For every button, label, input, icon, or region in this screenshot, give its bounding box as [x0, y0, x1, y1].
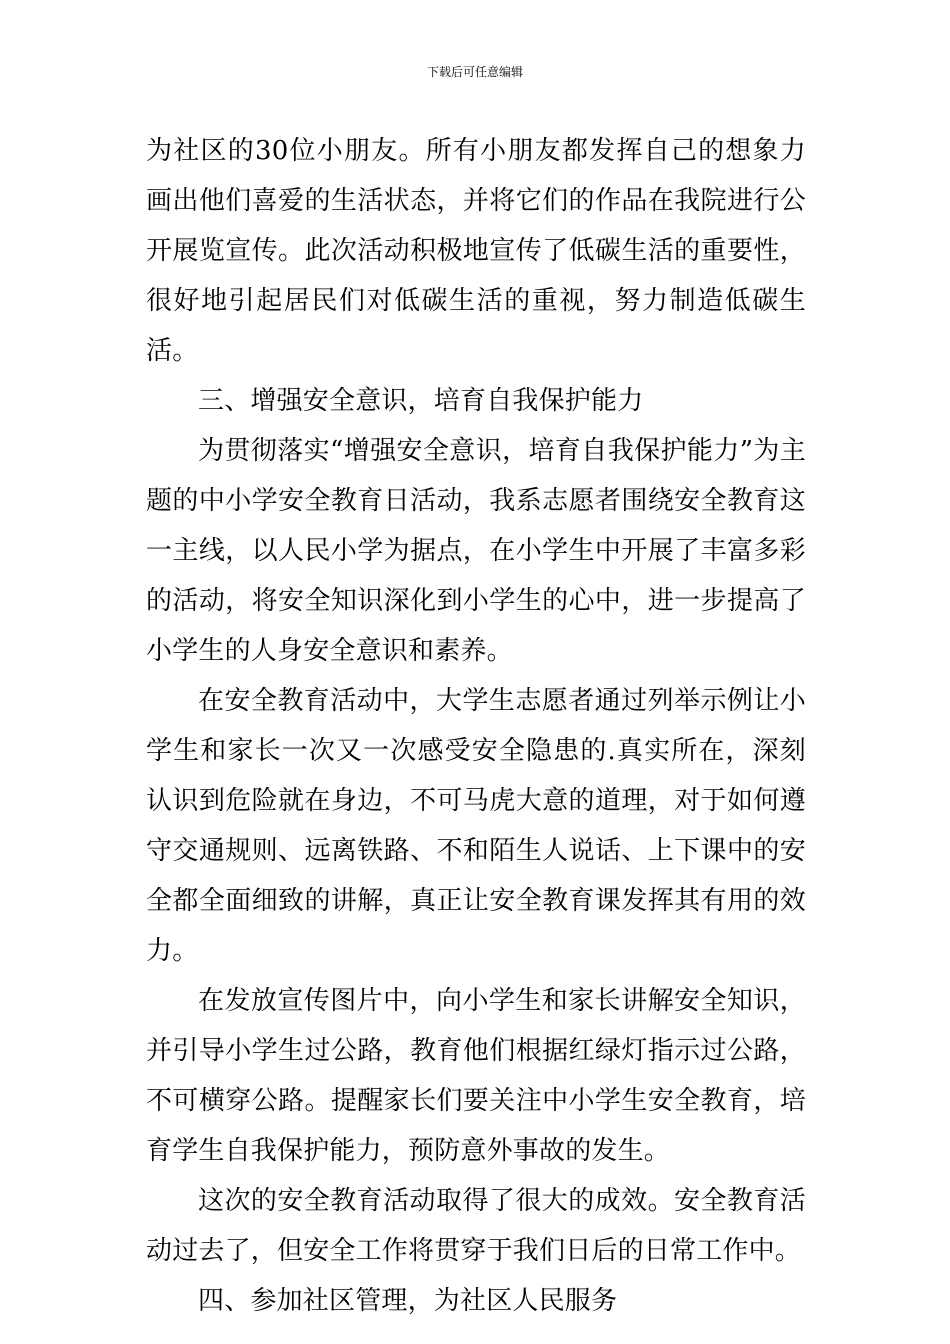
- section-heading-4: 四、参加社区管理，为社区人民服务: [198, 1286, 618, 1316]
- paragraph: 这次的安全教育活动取得了很大的成效。安全教育活动过去了，但安全工作将贯穿于我们日后的日常工作中。: [146, 1186, 806, 1266]
- paragraph: 在安全教育活动中，大学生志愿者通过列举示例让小学生和家长一次又一次感受安全隐患的.真实所在，深刻认识到危险就在身边，不可马虎大意的道理，对于如何遵守交通规则、远离铁路、不和陌生人说话、上下课中的安全都全面细致的讲解，真正让安全教育课发挥其有用的效力。: [146, 686, 806, 966]
- page-header-note: 下载后可任意编辑: [426, 65, 523, 79]
- paragraph: 在发放宣传图片中，向小学生和家长讲解安全知识，并引导小学生过公路，教育他们根据红绿灯指示过公路，不可横穿公路。提醒家长们要关注中小学生安全教育，培育学生自我保护能力，预防意外事故的发生。: [146, 986, 806, 1166]
- section-heading-3: 三、增强安全意识，培育自我保护能力: [198, 386, 644, 416]
- paragraph-continued: 为社区的30位小朋友。所有小朋友都发挥自己的想象力画出他们喜爱的生活状态，并将它们的作品在我院进行公开展览宣传。此次活动积极地宣传了低碳生活的重要性，很好地引起居民们对低碳生活的重视，努力制造低碳生活。: [146, 136, 806, 366]
- document-body: [146, 126, 806, 1326]
- paragraph: 为贯彻落实“增强安全意识，培育自我保护能力”为主题的中小学安全教育日活动，我系志愿者围绕安全教育这一主线，以人民小学为据点，在小学生中开展了丰富多彩的活动，将安全知识深化到小学生的心中，进一步提高了小学生的人身安全意识和素养。: [146, 436, 806, 666]
